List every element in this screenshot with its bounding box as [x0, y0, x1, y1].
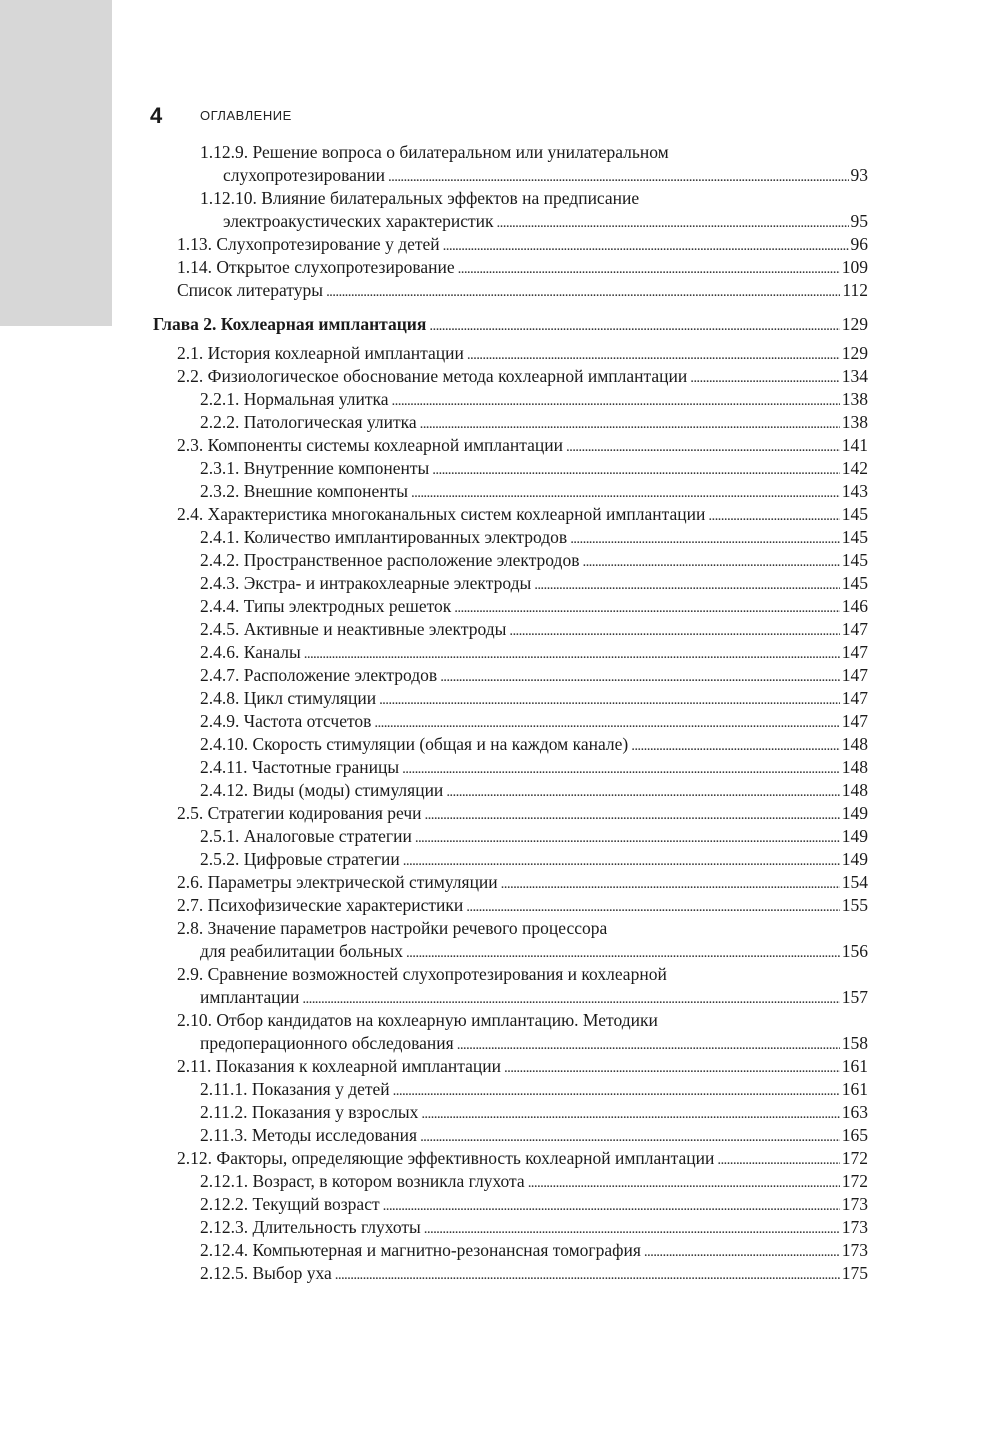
- toc-page-number: 147: [841, 619, 868, 639]
- toc-page-number: 138: [841, 389, 868, 409]
- toc-entry-title: 2.11.2. Показания у взрослых: [200, 1102, 419, 1122]
- dot-leader: [420, 411, 840, 436]
- dot-leader: [335, 1262, 840, 1287]
- toc-page-number: 149: [841, 849, 868, 869]
- toc-entry[interactable]: [200, 1032, 868, 1055]
- toc-entry-title: 2.3.1. Внутренние компоненты: [200, 458, 430, 478]
- toc-entry[interactable]: [200, 1078, 868, 1101]
- toc-entry-title: 2.4.9. Частота отсчетов: [200, 711, 372, 731]
- toc-page-number: 146: [841, 596, 868, 616]
- toc-entry[interactable]: [177, 1147, 868, 1170]
- toc-entry-title: 2.12.3. Длительность глухоты: [200, 1217, 421, 1237]
- toc-entry-text: 2.9. Сравнение возможностей слухопротезирования и кохлеарной: [177, 964, 667, 984]
- dot-leader: [415, 825, 840, 850]
- toc-page-number: 173: [841, 1240, 868, 1260]
- toc-entry-title: 2.4.8. Цикл стимуляции: [200, 688, 377, 708]
- toc-page-number: 161: [841, 1056, 868, 1076]
- toc-page-number: 134: [841, 366, 868, 386]
- toc-entry-title: предоперационного обследования: [200, 1033, 454, 1053]
- toc-entry[interactable]: [200, 457, 868, 480]
- dot-leader: [644, 1239, 840, 1264]
- toc-entry-title: 2.3.2. Внешние компоненты: [200, 481, 409, 501]
- dot-leader: [570, 526, 840, 551]
- dot-leader: [457, 1032, 840, 1057]
- toc-entry-title: 2.4.12. Виды (моды) стимуляции: [200, 780, 444, 800]
- dot-leader: [411, 480, 840, 505]
- toc-page-number: 155: [841, 895, 868, 915]
- toc-page-number: 165: [841, 1125, 868, 1145]
- dot-leader: [528, 1170, 840, 1195]
- dot-leader: [424, 1216, 840, 1241]
- toc-entry[interactable]: [200, 664, 868, 687]
- dot-leader: [392, 388, 840, 413]
- toc-entry[interactable]: [200, 595, 868, 618]
- toc-entry[interactable]: [177, 802, 868, 825]
- toc-entry[interactable]: [200, 848, 868, 871]
- toc-page-number: 129: [841, 314, 868, 334]
- dot-leader: [425, 802, 840, 827]
- toc-entry-title: 2.4.1. Количество имплантированных электродов: [200, 527, 568, 547]
- toc-page-number: 145: [841, 527, 868, 547]
- toc-entry-title: 2.11.1. Показания у детей: [200, 1079, 390, 1099]
- toc-entry[interactable]: [200, 733, 868, 756]
- toc-entry-title: 2.3. Компоненты системы кохлеарной имплантации: [177, 435, 563, 455]
- toc-entry-title: 2.4.3. Экстра- и интракохлеарные электроды: [200, 573, 532, 593]
- toc-page-number: 148: [841, 757, 868, 777]
- toc-entry[interactable]: [200, 1170, 868, 1193]
- dot-leader: [446, 779, 839, 804]
- dot-leader: [421, 1101, 839, 1126]
- toc-entry-title: 2.2.2. Патологическая улитка: [200, 412, 417, 432]
- toc-page-number: 157: [841, 987, 868, 1007]
- toc-entry-title: 2.11.3. Методы исследования: [200, 1125, 418, 1145]
- toc-page-number: 173: [841, 1217, 868, 1237]
- toc-entry-text: 1.12.10. Влияние билатеральных эффектов на предписание: [200, 188, 640, 208]
- dot-leader: [393, 1078, 840, 1103]
- toc-entry-title: 2.12.5. Выбор уха: [200, 1263, 332, 1283]
- toc-entry-title: 2.12. Факторы, определяющие эффективность кохлеарной имплантации: [177, 1148, 715, 1168]
- toc-page-number: 147: [841, 688, 868, 708]
- toc-entry-text: 1.12.9. Решение вопроса о билатеральном или унилатеральном: [200, 142, 669, 162]
- toc-entry[interactable]: [200, 388, 868, 411]
- toc-entry-text: 2.10. Отбор кандидатов на кохлеарную имплантацию. Методики: [177, 1010, 658, 1030]
- toc-entry-title: 2.4.4. Типы электродных решеток: [200, 596, 452, 616]
- toc-entry-title: Список литературы: [177, 280, 324, 300]
- toc-entry[interactable]: [200, 1124, 868, 1147]
- dot-leader: [708, 503, 839, 528]
- toc-entry[interactable]: [200, 710, 868, 733]
- toc-entry-title: 2.4.11. Частотные границы: [200, 757, 400, 777]
- toc-entry-title: 2.5. Стратегии кодирования речи: [177, 803, 422, 823]
- toc-entry[interactable]: [177, 256, 868, 279]
- toc-entry[interactable]: [200, 411, 868, 434]
- toc-entry[interactable]: [200, 986, 868, 1009]
- toc-entry[interactable]: [223, 210, 868, 233]
- toc-entry-title: 2.11. Показания к кохлеарной имплантации: [177, 1056, 501, 1076]
- toc-entry-title: 2.4.2. Пространственное расположение электродов: [200, 550, 580, 570]
- toc-entry-title: 2.4.6. Каналы: [200, 642, 301, 662]
- dot-leader: [467, 342, 840, 367]
- toc-entry-title: 2.12.2. Текущий возраст: [200, 1194, 380, 1214]
- dot-leader: [504, 1055, 840, 1080]
- toc-entry-title: 2.2.1. Нормальная улитка: [200, 389, 389, 409]
- toc-page-number: 161: [841, 1079, 868, 1099]
- dot-leader: [403, 848, 840, 873]
- dot-leader: [497, 210, 849, 235]
- toc-entry[interactable]: [200, 526, 868, 549]
- toc-entry[interactable]: [200, 1216, 868, 1239]
- toc-entry[interactable]: [200, 1193, 868, 1216]
- toc-entry[interactable]: [200, 756, 868, 779]
- dot-leader: [304, 641, 840, 666]
- toc-page-number: 145: [841, 573, 868, 593]
- dot-leader: [440, 664, 840, 689]
- toc-entry-title: имплантации: [200, 987, 300, 1007]
- toc-page-number: 143: [841, 481, 868, 501]
- toc-page-number: 145: [841, 550, 868, 570]
- toc-page-number: 156: [841, 941, 868, 961]
- dot-leader: [443, 233, 849, 258]
- toc-entry-title: 2.7. Психофизические характеристики: [177, 895, 464, 915]
- toc-page-number: 129: [841, 343, 868, 363]
- toc-entry[interactable]: [177, 342, 868, 365]
- toc-page-number: 112: [842, 280, 868, 300]
- toc-page-number: 145: [841, 504, 868, 524]
- toc-page-number: 147: [841, 665, 868, 685]
- dot-leader: [501, 871, 840, 896]
- toc-entry-title: 2.5.2. Цифровые стратегии: [200, 849, 400, 869]
- toc-entry[interactable]: [177, 503, 868, 526]
- dot-leader: [432, 457, 839, 482]
- toc-entry[interactable]: [177, 871, 868, 894]
- toc-page-number: 154: [841, 872, 868, 892]
- toc-entry[interactable]: [200, 1239, 868, 1262]
- toc-page-number: 173: [841, 1194, 868, 1214]
- dot-leader: [388, 164, 848, 189]
- page-margin-band: [0, 0, 112, 326]
- toc-entry[interactable]: [200, 940, 868, 963]
- dot-leader: [406, 940, 840, 965]
- dot-leader: [534, 572, 840, 597]
- toc-entry[interactable]: [200, 641, 868, 664]
- toc-page-number: 149: [841, 803, 868, 823]
- toc-page-number: 95: [850, 211, 868, 231]
- toc-entry-title: 2.4. Характеристика многоканальных систем кохлеарной имплантации: [177, 504, 706, 524]
- toc-page-number: 172: [841, 1171, 868, 1191]
- toc-entry-title: 2.4.5. Активные и неактивные электроды: [200, 619, 507, 639]
- toc-entry-title: 2.5.1. Аналоговые стратегии: [200, 826, 412, 846]
- running-head: ОГЛАВЛЕНИЕ: [200, 108, 292, 123]
- toc-entry-title: 2.2. Физиологическое обоснование метода кохлеарной имплантации: [177, 366, 688, 386]
- toc-entry[interactable]: [200, 687, 868, 710]
- toc-entry-title: электроакустических характеристик: [223, 211, 494, 231]
- toc-page-number: 148: [841, 734, 868, 754]
- dot-leader: [326, 279, 840, 304]
- dot-leader: [383, 1193, 840, 1218]
- toc-chapter-entry[interactable]: [153, 313, 868, 336]
- toc-entry-title: 2.12.4. Компьютерная и магнитно-резонансная томография: [200, 1240, 641, 1260]
- toc-entry[interactable]: [200, 825, 868, 848]
- chapter-title: Глава 2. Кохлеарная имплантация: [153, 314, 427, 334]
- toc-page-number: 158: [841, 1033, 868, 1053]
- dot-leader: [566, 434, 840, 459]
- toc-entry[interactable]: [200, 1262, 868, 1285]
- toc-entry-title: 2.6. Параметры электрической стимуляции: [177, 872, 498, 892]
- toc-entry-title: для реабилитации больных: [200, 941, 404, 961]
- toc-page-number: 138: [841, 412, 868, 432]
- toc-entry-title: 2.1. История кохлеарной имплантации: [177, 343, 464, 363]
- toc-entry-title: 2.4.10. Скорость стимуляции (общая и на каждом канале): [200, 734, 629, 754]
- dot-leader: [509, 618, 839, 643]
- toc-entry[interactable]: [177, 434, 868, 457]
- toc-page-number: 172: [841, 1148, 868, 1168]
- toc-page-number: 148: [841, 780, 868, 800]
- toc-page-number: 142: [841, 458, 868, 478]
- dot-leader: [379, 687, 840, 712]
- toc-entry[interactable]: [177, 1055, 868, 1078]
- dot-leader: [302, 986, 839, 1011]
- toc-entry[interactable]: [200, 572, 868, 595]
- dot-leader: [458, 256, 840, 281]
- dot-leader: [466, 894, 840, 919]
- dot-leader: [374, 710, 839, 735]
- toc-entry[interactable]: [177, 894, 868, 917]
- toc-page-number: 96: [850, 234, 868, 254]
- dot-leader: [631, 733, 840, 758]
- toc-page-number: 141: [841, 435, 868, 455]
- toc-page-number: 109: [841, 257, 868, 277]
- toc-entry-title: 2.4.7. Расположение электродов: [200, 665, 438, 685]
- toc-entry[interactable]: [177, 365, 868, 388]
- toc-entry[interactable]: [177, 233, 868, 256]
- dot-leader: [454, 595, 839, 620]
- page-number: 4: [150, 103, 163, 128]
- toc-entry[interactable]: [223, 164, 868, 187]
- dot-leader: [690, 365, 840, 390]
- dot-leader: [582, 549, 839, 574]
- dot-leader: [402, 756, 840, 781]
- toc-entry[interactable]: [200, 1101, 868, 1124]
- toc-page-number: 147: [841, 711, 868, 731]
- toc-entry[interactable]: [200, 618, 868, 641]
- toc-page-number: 163: [841, 1102, 868, 1122]
- toc-entry-title: 1.13. Слухопротезирование у детей: [177, 234, 440, 254]
- dot-leader: [420, 1124, 840, 1149]
- toc-entry-title: слухопротезировании: [223, 165, 386, 185]
- dot-leader: [717, 1147, 839, 1172]
- toc-entry-title: 2.12.1. Возраст, в котором возникла глухота: [200, 1171, 525, 1191]
- toc-entry[interactable]: [177, 279, 868, 302]
- toc-entry[interactable]: [200, 549, 868, 572]
- toc-entry[interactable]: [200, 480, 868, 503]
- dot-leader: [429, 313, 839, 338]
- toc-entry-text: 2.8. Значение параметров настройки речевого процессора: [177, 918, 608, 938]
- toc-page-number: 149: [841, 826, 868, 846]
- toc-entry[interactable]: [200, 779, 868, 802]
- toc-page-number: 175: [841, 1263, 868, 1283]
- toc-page-number: 93: [850, 165, 868, 185]
- toc-page-number: 147: [841, 642, 868, 662]
- toc-entry-title: 1.14. Открытое слухопротезирование: [177, 257, 455, 277]
